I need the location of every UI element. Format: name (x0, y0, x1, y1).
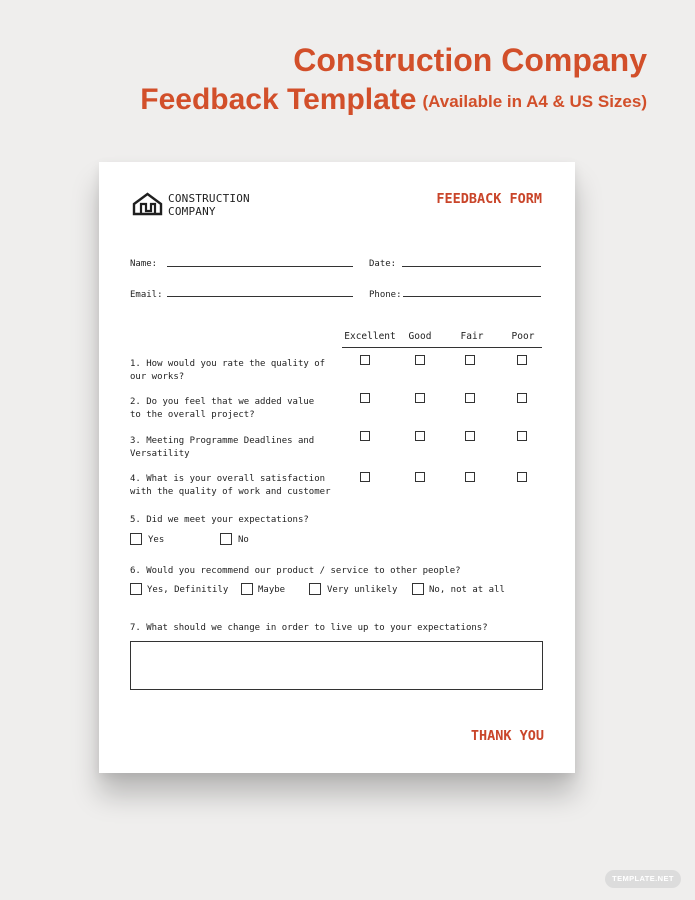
q4-good-checkbox[interactable] (415, 472, 425, 482)
banner-title-line2 (140, 83, 647, 117)
question-text-line: our works? (130, 371, 185, 382)
question-5: 5. Did we meet your expectations? (130, 515, 309, 525)
rating-question-1 (130, 358, 345, 383)
construction-logo-icon (132, 192, 163, 216)
question-text-line: to the overall project? (130, 409, 255, 420)
rating-question-2 (130, 396, 345, 421)
question-text-line: 4. What is your overall satisfaction (130, 474, 326, 484)
q1-poor-checkbox[interactable] (517, 355, 527, 365)
question-7: 7. What should we change in order to live up to your expectations? (130, 623, 488, 633)
q4-poor-checkbox[interactable] (517, 472, 527, 482)
q4-excellent-checkbox[interactable] (360, 472, 370, 482)
q2-excellent-checkbox[interactable] (360, 393, 370, 403)
question-text-line: Versatility (130, 448, 190, 459)
question-text-line: 2. Do you feel that we added value (130, 397, 315, 407)
q6-not-at-all-label: No, not at all (429, 585, 505, 595)
email-field[interactable] (167, 296, 353, 297)
date-field[interactable] (402, 266, 541, 267)
logo-line2: COMPANY (168, 205, 216, 218)
email-label: Email: (130, 290, 163, 300)
sizes-note: (Available in A4 & US Sizes) (422, 92, 647, 111)
date-label: Date: (369, 259, 397, 269)
q6-very-unlikely-checkbox[interactable] (309, 583, 321, 595)
q3-poor-checkbox[interactable] (517, 431, 527, 441)
banner-title-text: Feedback Template (140, 83, 417, 116)
q5-yes-checkbox[interactable] (130, 533, 142, 545)
column-poor: Poor (511, 331, 535, 342)
q5-no-label: No (238, 535, 249, 545)
banner-title-line1: Construction Company (293, 42, 647, 78)
thank-you-text: THANK YOU (470, 728, 544, 744)
q3-good-checkbox[interactable] (415, 431, 425, 441)
phone-field[interactable] (403, 296, 541, 297)
q1-good-checkbox[interactable] (415, 355, 425, 365)
q6-yes-label: Yes, Definitily (147, 585, 229, 595)
q6-maybe-checkbox[interactable] (241, 583, 253, 595)
question-text-line: 3. Meeting Programme Deadlines and (130, 436, 315, 446)
column-fair: Fair (460, 331, 484, 342)
logo-line1: CONSTRUCTION (168, 192, 250, 205)
q1-fair-checkbox[interactable] (465, 355, 475, 365)
name-field[interactable] (167, 266, 353, 267)
form-title: FEEDBACK FORM (436, 191, 542, 207)
q6-maybe-label: Maybe (258, 585, 286, 595)
column-excellent: Excellent (344, 331, 396, 342)
q2-fair-checkbox[interactable] (465, 393, 475, 403)
watermark-badge: TEMPLATE.NET (605, 870, 681, 888)
q2-good-checkbox[interactable] (415, 393, 425, 403)
column-good: Good (408, 331, 432, 342)
rating-question-3 (130, 435, 345, 460)
q3-fair-checkbox[interactable] (465, 431, 475, 441)
rating-question-4 (130, 473, 370, 498)
q5-no-checkbox[interactable] (220, 533, 232, 545)
feedback-form-sheet (99, 162, 575, 773)
question-text-line: with the quality of work and customer (130, 486, 331, 497)
logo-company-name (168, 192, 250, 218)
name-label: Name: (130, 259, 158, 269)
q6-not-at-all-checkbox[interactable] (412, 583, 424, 595)
q3-excellent-checkbox[interactable] (360, 431, 370, 441)
question-6: 6. Would you recommend our product / service to other people? (130, 566, 461, 576)
question-text-line: 1. How would you rate the quality of (130, 359, 326, 369)
q6-yes-checkbox[interactable] (130, 583, 142, 595)
rating-header-rule (342, 347, 542, 348)
q6-very-unlikely-label: Very unlikely (327, 585, 398, 595)
q2-poor-checkbox[interactable] (517, 393, 527, 403)
phone-label: Phone: (369, 290, 402, 300)
q1-excellent-checkbox[interactable] (360, 355, 370, 365)
q7-answer-textarea[interactable] (130, 641, 543, 690)
q4-fair-checkbox[interactable] (465, 472, 475, 482)
q5-yes-label: Yes (148, 535, 165, 545)
